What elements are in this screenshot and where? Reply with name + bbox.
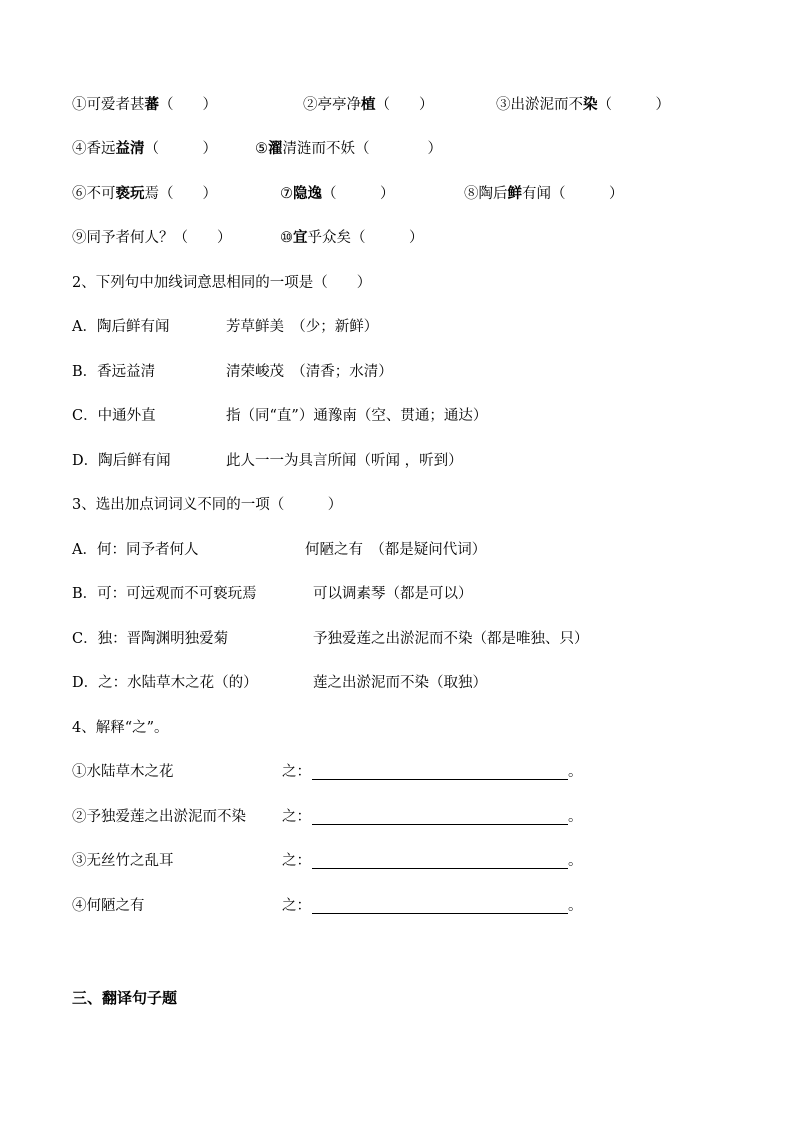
q2-question: 2、下列句中加线词意思相同的一项是（ ） [72,275,372,291]
q4-question: 4、解释“之”。 [72,720,169,736]
q1-item-9: ⑨同予者何人？（ ） [72,230,232,246]
q1-item-5: ⑤濯清涟而不妖（ ） [255,140,442,157]
q1-item-3: ③出淤泥而不染（ ） [496,96,670,113]
q1-item-10: ⑩宜乎众矣（ ） [280,229,424,246]
q1-item-2: ②亭亭净植（ ） [303,96,434,113]
q1-item-7: ⑦隐逸（ ） [280,185,395,202]
q1-item-1: ①可爱者甚蕃（ ） [72,96,217,113]
q1-item-4: ④香远益清（ ） [72,140,217,157]
answer-blank[interactable] [312,824,568,825]
section-title: 三、翻译句子题 [72,989,178,1007]
answer-blank[interactable] [312,913,568,914]
q1-item-6: ⑥不可亵玩焉（ ） [72,185,217,202]
answer-blank[interactable] [312,868,568,869]
q1-item-8: ⑧陶后鲜有闻（ ） [464,185,624,202]
answer-blank[interactable] [312,779,568,780]
q3-question: 3、选出加点词词义不同的一项（ ） [72,497,343,513]
